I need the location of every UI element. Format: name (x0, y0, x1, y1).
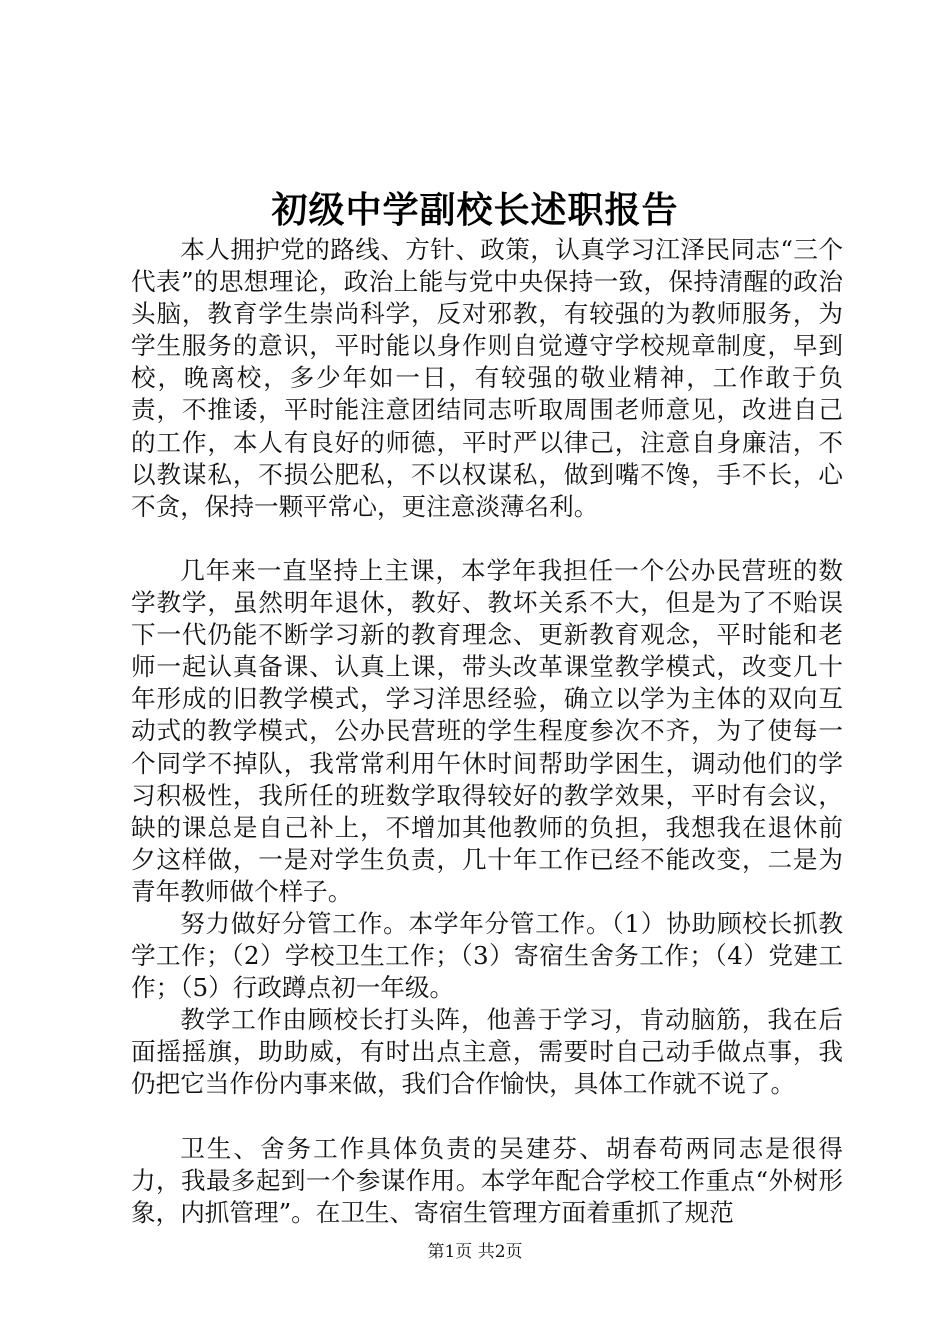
paragraph-3: 努力做好分管工作。本学年分管工作。（1）协助顾校长抓教学工作；（2）学校卫生工作；（3）寄宿生舍务工作；（4）党建工作；（5）行政蹲点初一年级。 (131, 908, 843, 1003)
document-title: 初级中学副校长述职报告 (271, 189, 679, 231)
paragraph-spacer (131, 1101, 843, 1133)
paragraph-1: 本人拥护党的路线、方针、政策，认真学习江泽民同志“三个代表”的思想理论，政治上能与党中央保持一致，保持清醒的政治头脑，教育学生崇尚科学，反对邪教，有较强的为教师服务，为学生服务的意识，平时能以身作则自觉遵守学校规章制度，早到校，晚离校，多少年如一日，有较强的敬业精神，工作敢于负责，不推诿，平时能注意团结同志听取周围老师意见，改进自己的工作，本人有良好的师德，平时严以律己，注意自身廉洁，不以教谋私，不损公肥私，不以权谋私，做到嘴不馋，手不长，心不贪，保持一颗平常心，更注意淡薄名利。 (131, 235, 843, 521)
paragraph-spacer (131, 523, 843, 555)
page-number-footer: 第1页 共2页 (427, 1242, 523, 1262)
paragraph-5: 卫生、舍务工作具体负责的吴建芬、胡春苟两同志是很得力，我最多起到一个参谋作用。本学年配合学校工作重点“外树形象，内抓管理”。在卫生、寄宿生管理方面着重抓了规范 (131, 1133, 843, 1227)
document-body (131, 234, 843, 1229)
paragraph-2: 几年来一直坚持上主课，本学年我担任一个公办民营班的数学教学，虽然明年退休，教好、教坏关系不大，但是为了不贻误下一代仍能不断学习新的教育理念、更新教育观念，平时能和老师一起认真备课、认真上课，带头改革课堂教学模式，改变几十年形成的旧教学模式，学习洋思经验，确立以学为主体的双向互动式的教学模式，公办民营班的学生程度参次不齐，为了使每一个同学不掉队，我常常利用午休时间帮助学困生，调动他们的学习积极性，我所任的班数学取得较好的教学效果，平时有会议，缺的课总是自己补上，不增加其他教师的负担，我想我在退休前夕这样做，一是对学生负责，几十年工作已经不能改变，二是为青年教师做个样子。 (131, 555, 843, 906)
paragraph-4: 教学工作由顾校长打头阵，他善于学习，肯动脑筋，我在后面摇摇旗，助助威，有时出点主意，需要时自己动手做点事，我仍把它当作份内事来做，我们合作愉快，具体工作就不说了。 (131, 1005, 843, 1099)
